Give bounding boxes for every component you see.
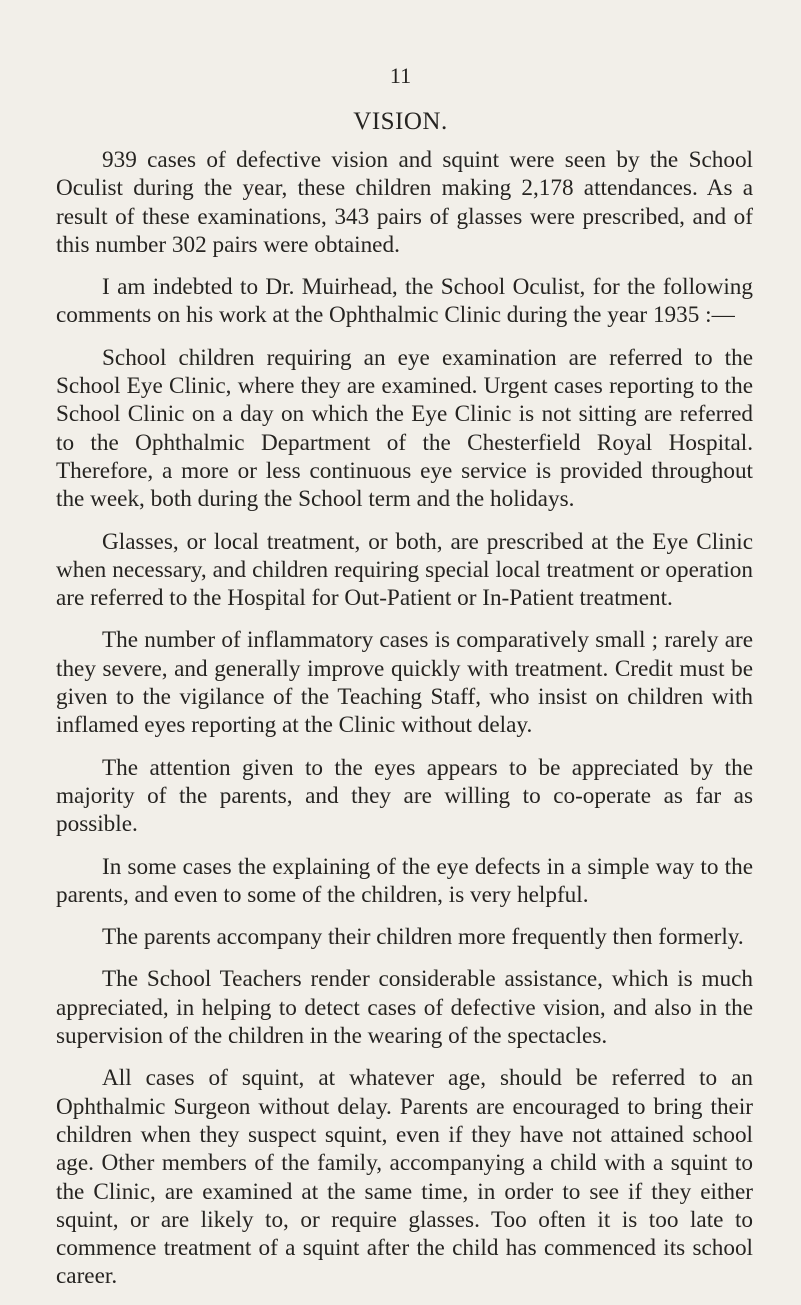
paragraph-acknowledgement: I am indebted to Dr. Muirhead, the School Oculist, for the following comments on his work at the Ophthalmic Clinic during the year 1935 :—	[56, 274, 753, 329]
paragraph-vision-cases: 939 cases of defective vision and squint were seen by the School Oculist during the year, these children making 2,178 attendances. As a result of these examinations, 343 pairs of glasses were prescribed, and of this number 302 pairs were obtained.	[56, 147, 753, 258]
body-text	[56, 146, 753, 1305]
section-heading: VISION.	[353, 108, 448, 135]
paragraph-treatment: Glasses, or local treatment, or both, are prescribed at the Eye Clinic when necessary, and children requiring special local treatment or operation are referred to the Hospital for Out-Patient or In-Patient treatment.	[56, 528, 753, 612]
page-number: 11	[389, 63, 412, 88]
paragraph-inflammatory-cases: The number of inflammatory cases is comparatively small ; rarely are they severe, and generally improve quickly with treatment. Credit must be given to the vigilance of the Teaching Staff, who insist on children with inflamed eyes reporting at the Clinic without delay.	[56, 627, 753, 739]
paragraph-explaining-defects: In some cases the explaining of the eye defects in a simple way to the parents, and even to some of the children, is very helpful.	[56, 853, 753, 908]
paragraph-parents-accompany: The parents accompany their children more frequently then formerly.	[102, 924, 744, 951]
paragraph-teachers-assistance: The School Teachers render considerable assistance, which is much appreciated, in helping to detect cases of defective vision, and also in the supervision of the children in the wearing of the spectacles.	[56, 966, 753, 1050]
paragraph-squint-cases: All cases of squint, at whatever age, should be referred to an Ophthalmic Surgeon without delay. Parents are encouraged to bring their children when they suspect squint, even if they have not attained school age. Other members of the family, accompanying a child with a squint to the Clinic, are examined at the same time, in order to see if they either squint, or are likely to, or require glasses. Too often it is too late to commence treatment of a squint after the child has commenced its school career.	[56, 1065, 753, 1290]
paragraph-referral: School children requiring an eye examination are referred to the School Eye Clinic, where they are examined. Urgent cases reporting to the School Clinic on a day on which the Eye Clinic is not sitting are referred to the Ophthalmic Department of the Chesterfield Royal Hospital. Therefore, a more or less continuous eye service is provided throughout the week, both during the School term and the holidays.	[56, 344, 753, 513]
paragraph-parents-cooperation: The attention given to the eyes appears to be appreciated by the majority of the parents, and they are willing to co-operate as far as possible.	[56, 754, 753, 838]
